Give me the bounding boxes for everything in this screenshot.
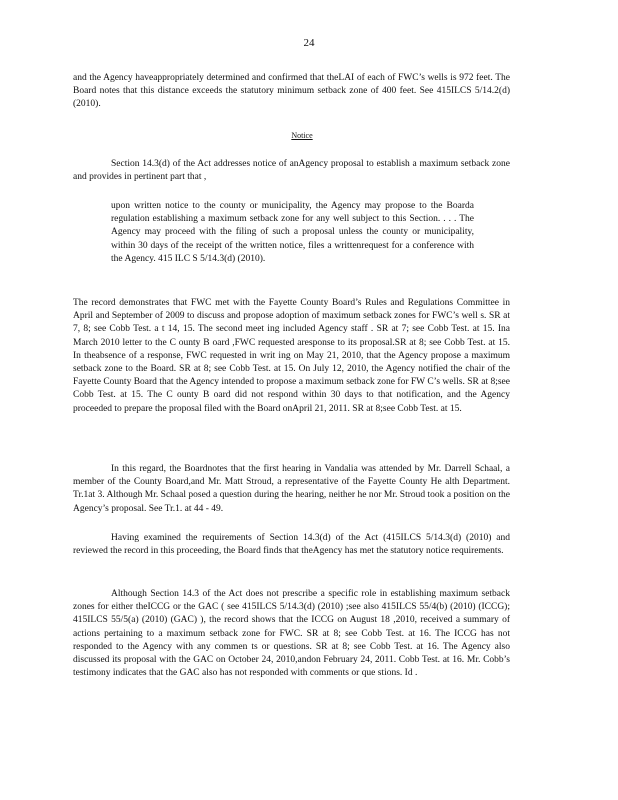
page-number: 24 (303, 37, 315, 49)
block-quote-statute: upon written notice to the county or municipality, the Agency may propose to the Boarda regulation establishing a maximum setback zone for any well subject to this Section. . . . The Agency may proceed with the filing of such a proposal unless the county or municipality, within 30 days of the receipt of the written notice, files a writtenrequest for a conference with the Agency. 415 ILC S 5/14.3(d) (2010). (111, 201, 474, 264)
section-heading-text: Notice (291, 131, 313, 140)
paragraph-section-14-3d: Section 14.3(d) of the Act addresses notice of anAgency proposal to establish a maximum setback zone and provides in pertinent part that , (73, 159, 510, 183)
paragraph-notice-requirements-met: Having examined the requirements of Section 14.3(d) of the Act (415ILCS 5/14.3(d) (2010) and reviewed the record in this proceeding, the Board finds that theAgency has met the statutory notice requirements. (73, 533, 510, 557)
section-heading (0, 131, 618, 140)
paragraph-setback-distance: and the Agency haveappropriately determined and confirmed that theLAI of each of FWC’s wells is 972 feet. The Board notes that this distance exceeds the statutory minimum setback zone of 400 feet. See 415ILCS 5/14.2(d) (2010). (73, 73, 510, 110)
paragraph-iccg-gac: Although Section 14.3 of the Act does not prescribe a specific role in establishing maximum setback zones for either theICCG or the GAC ( see 415ILCS 5/14.3(d) (2010) ;see also 415ILCS 55/4(b) (2010) (ICCG); 415ILCS 55/5(a) (2010) (GAC) ), the record shows that the ICCG on August 18 ,2010, received a summary of actions pertaining to a maximum setback zone for FWC. SR at 8; see Cobb Test. at 16. The ICCG has not responded to the Agency with any commen ts or questions. SR at 8; see Cobb Test. at 16. The Agency also discussed its proposal with the GAC on October 24, 2010,andon February 24, 2011. Cobb Test. at 16. Mr. Cobb’s testimony indicates that the GAC also has not responded with comments or que stions. Id . (73, 589, 510, 679)
paragraph-record-demonstrates: The record demonstrates that FWC met with the Fayette County Board’s Rules and Regulations Committee in April and September of 2009 to discuss and propose adoption of maximum setback zones for FWC’s well s. SR at 7, 8; see Cobb Test. a t 14, 15. The second meet ing included Agency staff . SR at 7; see Cobb Test. at 15. Ina March 2010 letter to the C ounty B oard ,FWC requested aresponse to its proposal.SR at 8; see Cobb Test. at 15. In theabsence of a response, FWC requested in writ ing on May 21, 2010, that the Agency propose a maximum setback zone to the Board. SR at 8; see Cobb Test. at 15. On July 12, 2010, the Agency notified the chair of the Fayette County Board that the Agency intended to propose a maximum setback zone for FW C’s wells. SR at 8;see Cobb Test. at 15. The C ounty B oard did not respond within 30 days to that notification, and the Agency proceeded to prepare the proposal filed with the Board onApril 21, 2011. SR at 8;see Cobb Test. at 15. (73, 298, 510, 414)
paragraph-first-hearing: In this regard, the Boardnotes that the first hearing in Vandalia was attended by Mr. Darrell Schaal, a member of the County Board,and Mr. Matt Stroud, a representative of the Fayette County He alth Department. Tr.1at 3. Although Mr. Schaal posed a question during the hearing, neither he nor Mr. Stroud took a position on the Agency’s proposal. See Tr.1. at 44 - 49. (73, 464, 510, 514)
